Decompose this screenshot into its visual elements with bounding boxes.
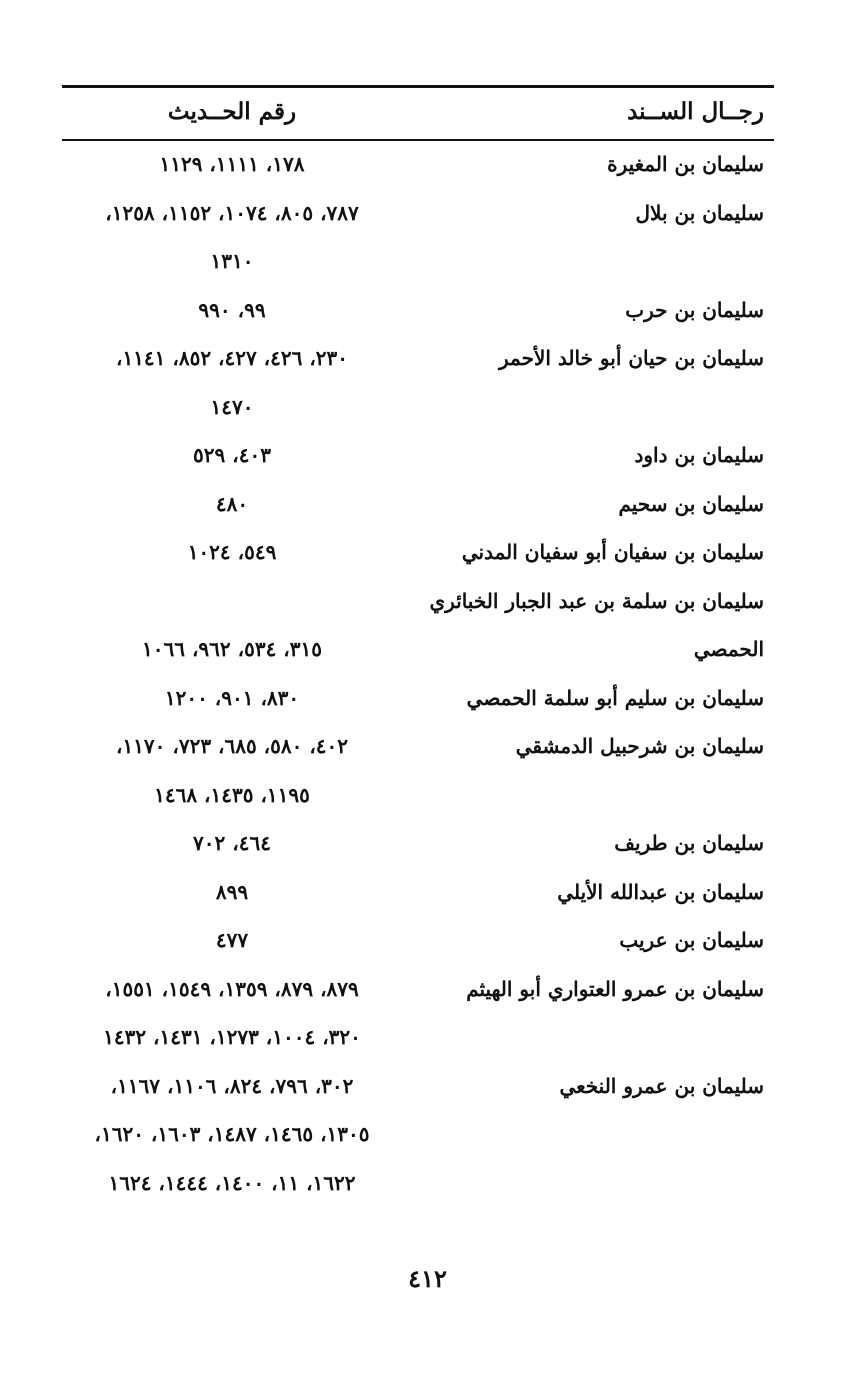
table-row: [62, 878, 774, 927]
hadith-numbers: ١٤٧٠: [210, 394, 254, 419]
table-row: [62, 393, 774, 442]
table-row: [62, 441, 774, 490]
hadith-numbers: ١٣١٠: [210, 249, 254, 273]
table-row: [62, 684, 774, 733]
table-row: [62, 538, 774, 587]
header-hadith-number-label: رقم الحــديث: [167, 98, 297, 125]
narrator-name: سليمان بن سحيم: [618, 491, 764, 516]
table-row: [62, 1072, 774, 1121]
narrator-name: سليمان بن سليم أبو سلمة الحمصي: [466, 685, 764, 710]
table-row: [62, 296, 774, 345]
hadith-numbers: ١١٩٥، ١٤٣٥، ١٤٦٨: [154, 782, 310, 807]
hadith-numbers: ٨٧٩، ٨٧٩، ١٣٥٩، ١٥٤٩، ١٥٥١،: [105, 976, 359, 1001]
table-row: [62, 1120, 774, 1169]
hadith-numbers: ٤٨٠: [215, 491, 249, 516]
narrator-name: سليمان بن عمرو العتواري أبو الهيثم: [466, 976, 764, 1001]
hadith-numbers: ١٣٠٥، ١٤٦٥، ١٤٨٧، ١٦٠٣، ١٦٢٠،: [94, 1122, 370, 1146]
table-row: [62, 635, 774, 684]
table-row: [62, 490, 774, 539]
hadith-numbers: ٥٤٩، ١٠٢٤: [187, 540, 277, 564]
table-row: [62, 1023, 774, 1072]
hadith-numbers: ٤٠٢، ٥٨٠، ٦٨٥، ٧٢٣، ١١٧٠،: [115, 734, 349, 758]
table-row: [62, 732, 774, 781]
table-row: [62, 975, 774, 1024]
table-row: [62, 587, 774, 636]
table-row: [62, 1169, 774, 1218]
hadith-numbers: ٩٩، ٩٩٠: [198, 297, 266, 322]
table-header: [62, 96, 774, 136]
narrator-name: سليمان بن عمرو النخعي: [559, 1073, 764, 1098]
table-row: [62, 150, 774, 199]
hadith-numbers: ٨٣٠، ٩٠١، ١٢٠٠: [164, 685, 300, 710]
hadith-numbers: ١٦٢٢، ١١، ١٤٠٠، ١٤٤٤، ١٦٢٤: [108, 1170, 356, 1195]
table-row: [62, 829, 774, 878]
hadith-numbers: ٢٣٠، ٤٢٦، ٤٢٧، ٨٥٢، ١١٤١،: [115, 346, 349, 370]
hadith-numbers: ٣٢٠، ١٠٠٤، ١٢٧٣، ١٤٣١، ١٤٣٢: [103, 1025, 361, 1049]
hadith-numbers: ٣١٥، ٥٣٤، ٩٦٢، ١٠٦٦: [142, 637, 322, 661]
table-row: [62, 247, 774, 296]
table-row: [62, 781, 774, 830]
hadith-numbers: ٧٨٧، ٨٠٥، ١٠٧٤، ١١٥٢، ١٢٥٨،: [105, 200, 359, 225]
hadith-numbers: ٣٠٢، ٧٩٦، ٨٢٤، ١١٠٦، ١١٦٧،: [110, 1073, 354, 1098]
table-row: [62, 926, 774, 975]
header-narrators-label: رجــال الســند: [627, 98, 764, 125]
narrator-name: سليمان بن طريف: [614, 831, 764, 855]
narrator-name: سليمان بن بلال: [635, 200, 764, 225]
header-rule: [62, 139, 774, 141]
narrator-name: سليمان بن داود: [634, 443, 764, 467]
narrator-name: سليمان بن سلمة بن عبد الجبار الخبائري: [429, 588, 764, 613]
hadith-numbers: ٤٧٧: [215, 928, 249, 952]
narrator-name: سليمان بن عريب: [619, 928, 764, 952]
narrator-name: سليمان بن عبدالله الأيلي: [557, 879, 764, 904]
table-row: [62, 344, 774, 393]
top-rule: [62, 85, 774, 88]
index-table: [62, 150, 774, 1217]
narrator-name: سليمان بن حيان أبو خالد الأحمر: [499, 346, 764, 370]
narrator-name: سليمان بن شرحبيل الدمشقي: [515, 734, 764, 758]
narrator-name: سليمان بن المغيرة: [607, 152, 764, 176]
hadith-numbers: ٤٠٣، ٥٢٩: [193, 443, 271, 467]
table-row: [62, 199, 774, 248]
narrator-name: سليمان بن سفيان أبو سفيان المدني: [461, 540, 764, 564]
hadith-numbers: ٨٩٩: [215, 879, 249, 904]
hadith-numbers: ٤٦٤، ٧٠٢: [193, 831, 271, 855]
narrator-name: سليمان بن حرب: [625, 297, 764, 322]
narrator-name: الحمصي: [693, 637, 764, 661]
hadith-numbers: ١٧٨، ١١١١، ١١٢٩: [159, 152, 305, 176]
page-number: ٤١٢: [408, 1264, 447, 1293]
